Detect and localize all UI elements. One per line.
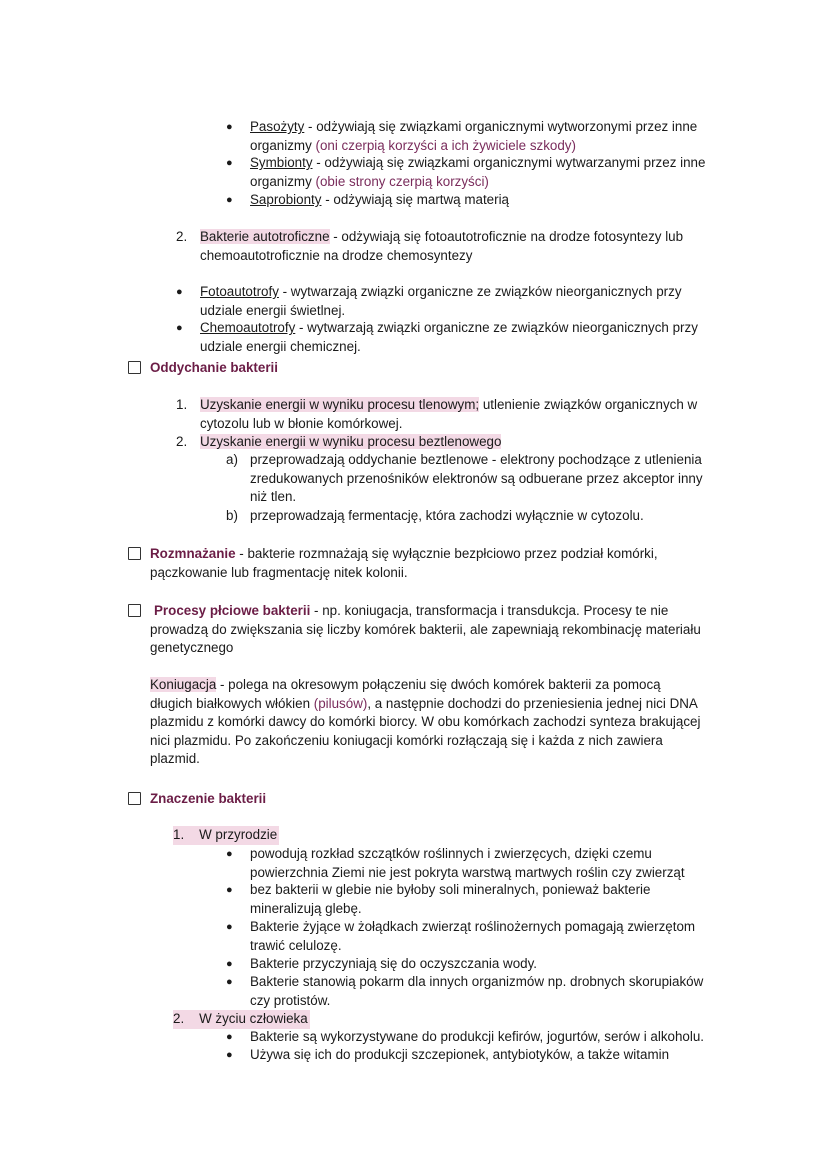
saprobionts-term: Saprobionty (250, 192, 322, 207)
photoautotrophs-term: Fotoautotrofy (200, 284, 279, 299)
sexual-line-3: genetycznego (150, 640, 234, 656)
respiration-a-line-1: przeprowadzają oddychanie beztlenowe - elektrony pochodzące z utlenienia (250, 452, 702, 467)
parasites-line-1: Pasożyty - odżywiają się związkami organicznymi wytworzonymi przez inne (250, 119, 698, 134)
bullet-icon: ● (226, 958, 233, 970)
respiration-a-line-3: niż tlen. (250, 489, 297, 505)
autotrophic-line-1: Bakterie autotroficzne - odżywiają się fotoautotroficznie na drodze fotosyntezy lub (200, 229, 684, 244)
sexual-line-1: Procesy płciowe bakterii - np. koniugacja, transformacja i transdukcja. Procesy te nie (154, 603, 669, 618)
respiration-heading: Oddychanie bakterii (150, 360, 278, 375)
conjugation-line-4: nici plazmidu. Po zakończeniu koniugacji komórki rozłączają się i każda z nich zawiera (150, 732, 663, 748)
list-item: Bakterie stanowią pokarm dla innych organizmów np. drobnych skorupiaków (250, 974, 704, 989)
list-item: Bakterie przyczyniają się do oczyszczania wody. (250, 956, 538, 971)
bullet-icon: ● (226, 1031, 233, 1043)
bullet-icon: ● (176, 286, 183, 298)
respiration-item-2: Uzyskanie energii w wyniku procesu beztlenowego (200, 434, 502, 449)
reproduction-line-2: pączkowanie lub fragmentację nitek kolonii. (150, 564, 408, 580)
respiration-item-1-line-2: cytozolu lub w błonie komórkowej. (200, 415, 403, 431)
symbionts-line-1: Symbionty - odżywiają się związkami organicznymi wytwarzanymi przez inne (250, 155, 706, 170)
conjugation-line-1: Koniugacja - polega na okresowym połączeniu się dwóch komórek bakterii za pomocą (150, 677, 661, 692)
list-item: bez bakterii w glebie nie byłoby soli mineralnych, ponieważ bakterie (250, 882, 651, 897)
reproduction-checkbox[interactable] (128, 547, 141, 560)
human-life-heading-row: 2. W życiu człowieka (173, 1010, 310, 1029)
respiration-a-line-2: zredukowanych przenośników elektronów są odbuerane przez akceptor inny (250, 470, 703, 486)
photoautotrophs-line-1: Fotoautotrofy - wytwarzają związki organiczne ze związków nieorganicznych przy (200, 284, 682, 299)
symbionts-line-2: organizmy (obie strony czerpią korzyści) (250, 173, 489, 189)
sexual-heading: Procesy płciowe bakterii (154, 603, 311, 618)
respiration-checkbox[interactable] (128, 361, 141, 374)
respiration-item-1-line-1: Uzyskanie energii w wyniku procesu tlenowym; utlenienie związków organicznych w (200, 397, 698, 412)
nature-heading-row: 1. W przyrodzie (173, 826, 279, 845)
significance-heading: Znaczenie bakterii (150, 791, 267, 806)
reproduction-heading: Rozmnażanie (150, 546, 236, 561)
parasites-term: Pasożyty (250, 119, 305, 134)
sexual-processes-checkbox[interactable] (128, 604, 141, 617)
list-item: Bakterie są wykorzystywane do produkcji kefirów, jogurtów, serów i alkoholu. (250, 1029, 704, 1044)
bullet-icon: ● (226, 848, 233, 860)
bullet-icon: ● (226, 194, 233, 206)
conjugation-line-2: długich białkowych włókien (pilusów), a następnie dochodzi do przeniesienia jednej nici DNA (150, 695, 698, 711)
list-number: 2. (176, 434, 188, 449)
bullet-icon: ● (226, 121, 233, 133)
sexual-line-2: prowadzą do zwiększania się liczby komórek bakterii, ale zapewniają rekombinację materiału (150, 621, 701, 637)
chemoautotrophs-line-2: udziale energii chemicznej. (200, 338, 361, 354)
conjugation-line-5: plazmid. (150, 751, 200, 767)
list-item: Bakterie żyjące w żołądkach zwierząt roślinożernych pomagają zwierzętom (250, 919, 696, 934)
list-item: mineralizują glebę. (250, 900, 362, 916)
conjugation-term: Koniugacja (150, 677, 217, 692)
list-item: trawić celulozę. (250, 937, 342, 953)
bullet-icon: ● (226, 921, 233, 933)
list-number: 1. (176, 397, 188, 412)
list-item: powodują rozkład szczątków roślinnych i zwierzęcych, dzięki czemu (250, 846, 652, 861)
significance-checkbox[interactable] (128, 792, 141, 805)
chemoautotrophs-term: Chemoautotrofy (200, 320, 296, 335)
bullet-icon: ● (226, 1049, 233, 1061)
symbionts-term: Symbionty (250, 155, 313, 170)
saprobionts-line-1: Saprobionty - odżywiają się martwą materią (250, 192, 509, 207)
bullet-icon: ● (176, 322, 183, 334)
autotrophic-term: Bakterie autotroficzne (200, 229, 330, 244)
chemoautotrophs-line-1: Chemoautotrofy - wytwarzają związki organiczne ze związków nieorganicznych przy (200, 320, 698, 335)
sublist-letter: a) (226, 452, 238, 467)
photoautotrophs-line-2: udziale energii świetlnej. (200, 302, 346, 318)
reproduction-line-1: Rozmnażanie - bakterie rozmnażają się wyłącznie bezpłciowo przez podział komórki, (150, 546, 658, 561)
sublist-letter: b) (226, 508, 238, 523)
parasites-line-2: organizmy (oni czerpią korzyści a ich żywiciele szkody) (250, 137, 576, 153)
respiration-b-line-1: przeprowadzają fermentację, która zachodzi wyłącznie w cytozolu. (250, 508, 644, 523)
list-item: Używa się ich do produkcji szczepionek, antybiotyków, a także witamin (250, 1047, 670, 1062)
list-item: czy protistów. (250, 992, 331, 1008)
autotrophic-line-2: chemoautotroficznie na drodze chemosyntezy (200, 247, 473, 263)
bullet-icon: ● (226, 976, 233, 988)
bullet-icon: ● (226, 157, 233, 169)
bullet-icon: ● (226, 884, 233, 896)
list-number: 2. (176, 229, 188, 244)
list-item: powierzchnia Ziemi nie jest pokryta warstwą martwych roślin czy zwierząt (250, 864, 685, 880)
conjugation-line-3: plazmidu z komórki dawcy do komórki biorcy. W obu komórkach zachodzi synteza brakującej (150, 714, 701, 730)
